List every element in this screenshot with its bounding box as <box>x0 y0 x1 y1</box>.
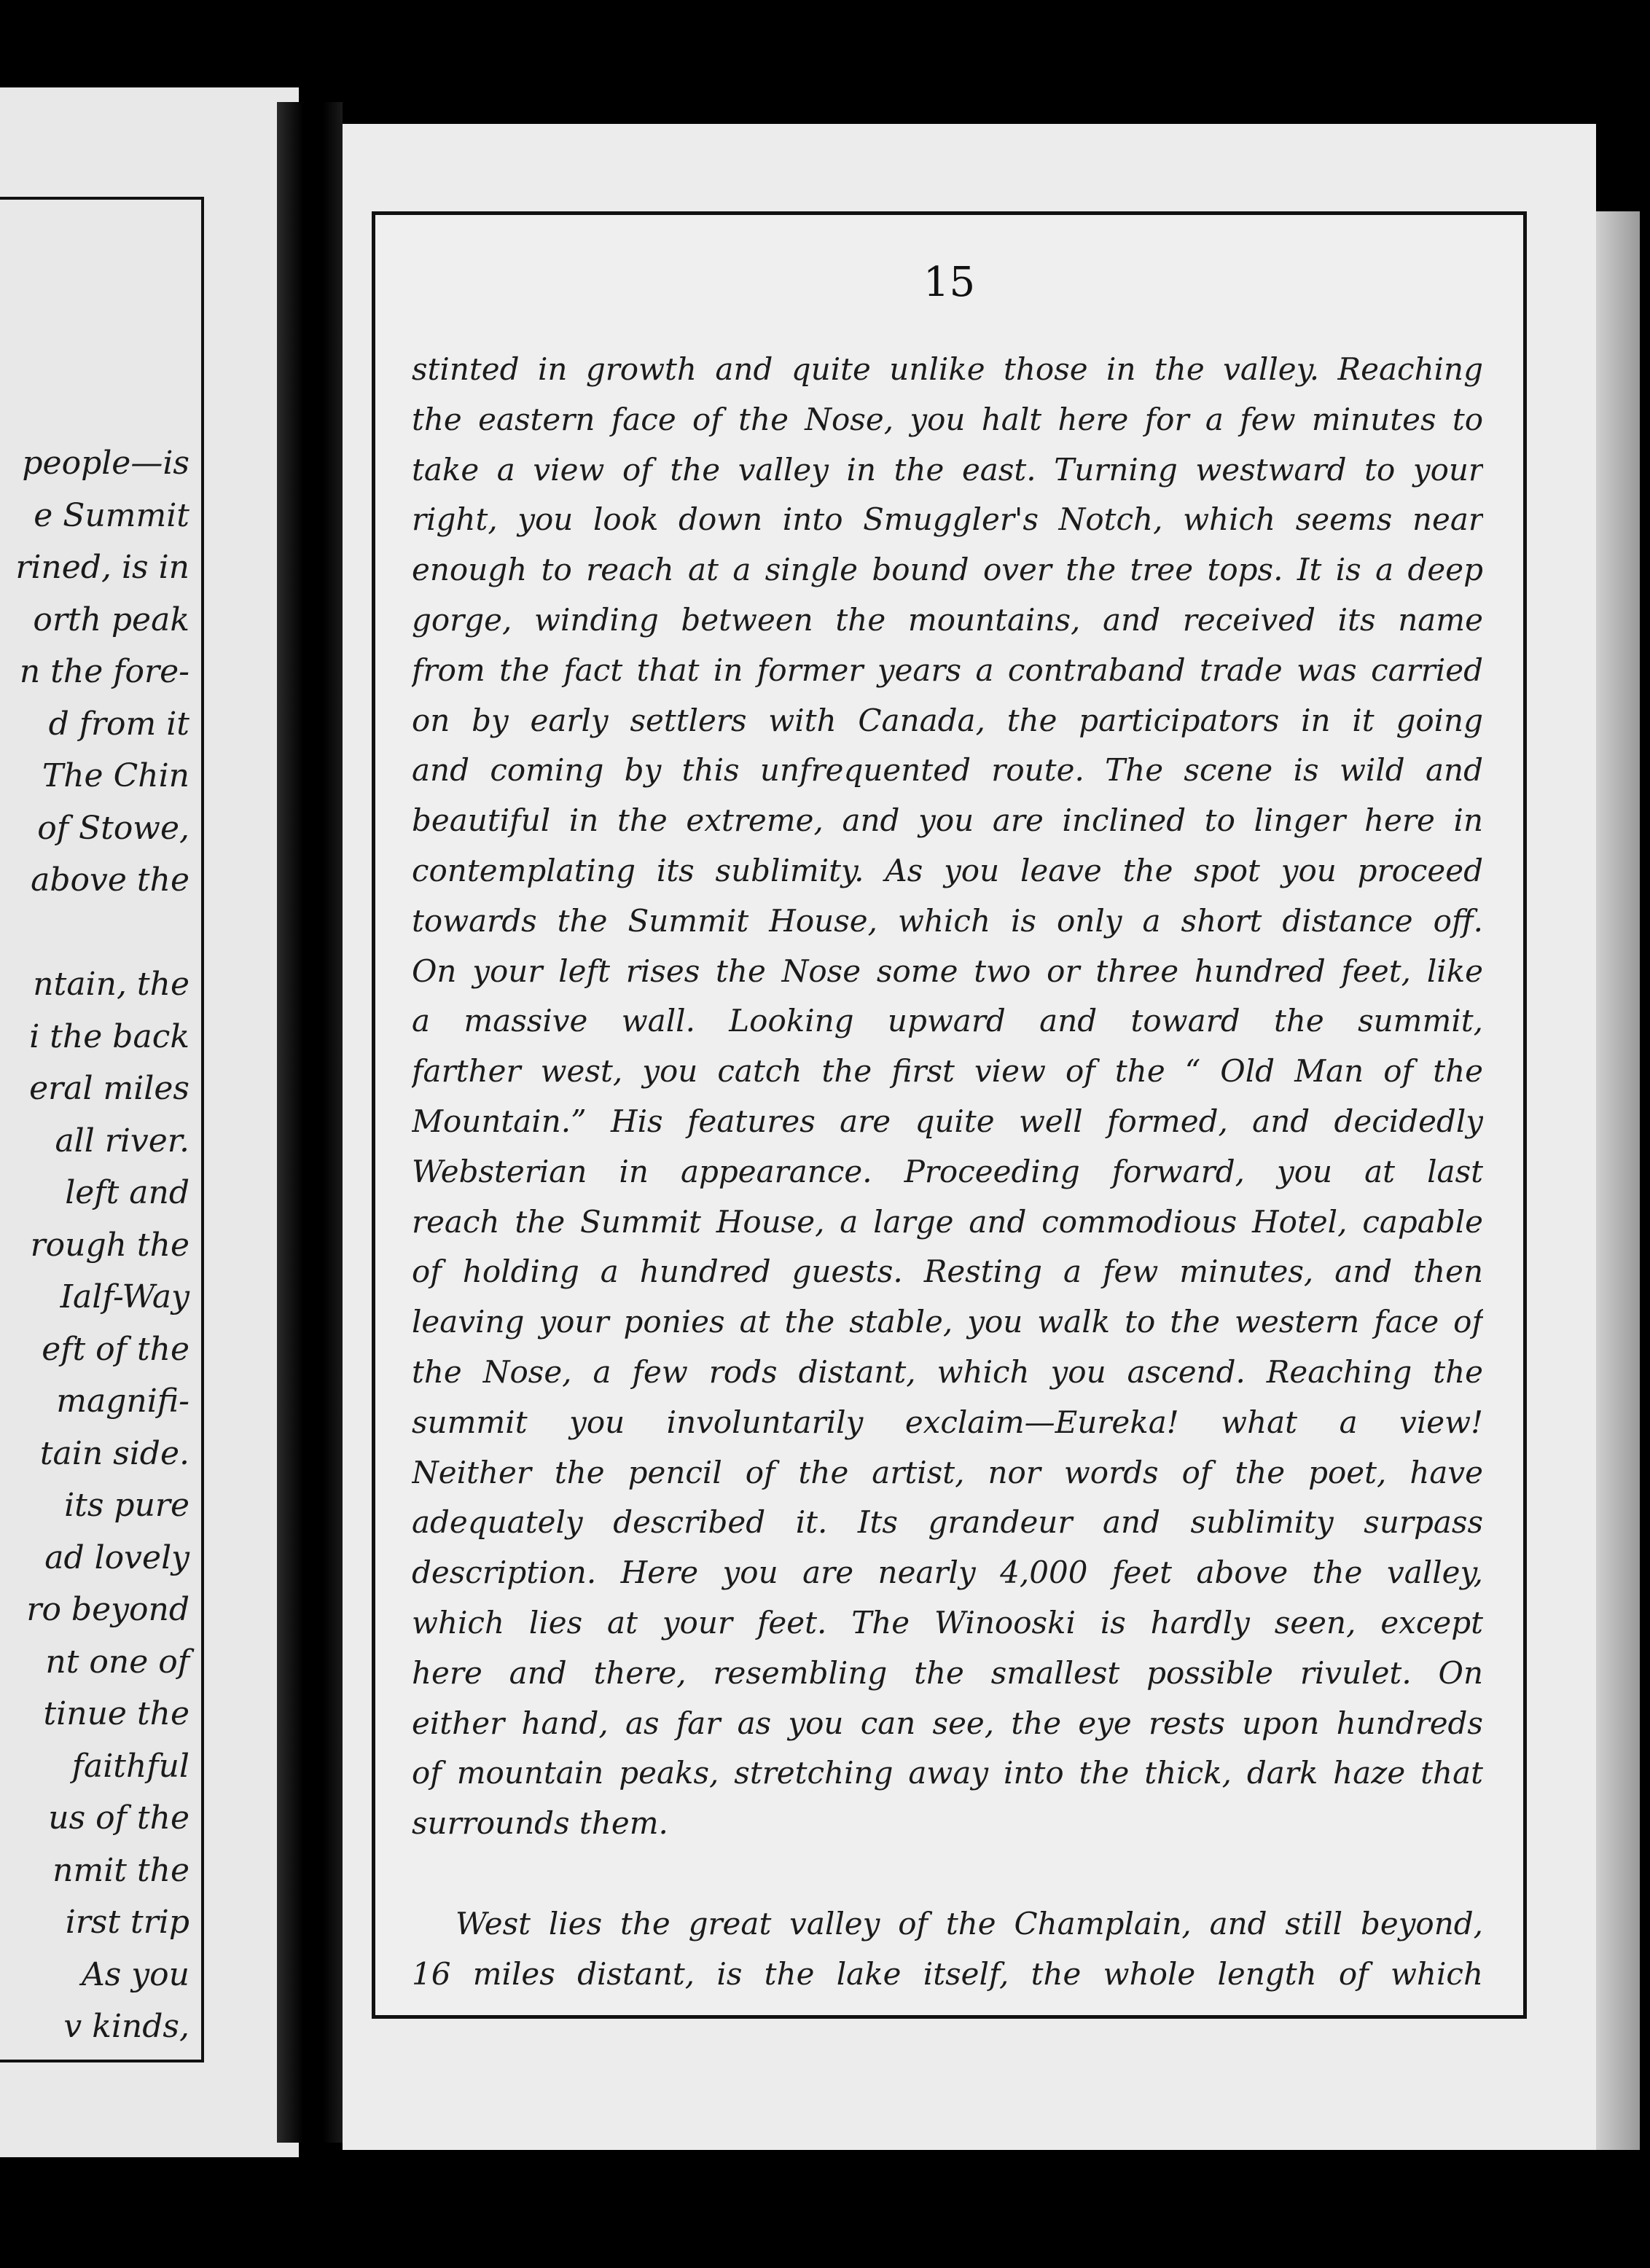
text-line: either hand, as far as you can see, the eye rests upon hundreds <box>412 1705 1483 1741</box>
page-edge-shadow <box>1596 211 1640 2150</box>
text-line: Neither the pencil of the artist, nor words of the poet, have <box>412 1454 1483 1490</box>
right-page <box>343 124 1596 2150</box>
left-page-line: As you <box>81 1955 189 1993</box>
left-page-line: ad lovely <box>44 1538 189 1576</box>
text-line: leaving your ponies at the stable, you walk to the western face of <box>412 1304 1483 1340</box>
book-gutter <box>277 102 343 2143</box>
text-line: summit you involuntarily exclaim—Eureka! what a view! <box>412 1404 1483 1440</box>
text-line: which lies at your feet. The Winooski is hardly seen, except <box>412 1604 1483 1641</box>
left-page-line <box>15 907 189 959</box>
left-page-line: people—is <box>22 445 189 482</box>
left-page-line: faithful <box>71 1747 189 1785</box>
left-page-text <box>15 437 189 2053</box>
left-page-line: nt one of <box>45 1643 189 1681</box>
text-line: of mountain peaks, stretching away into the thick, dark haze that <box>412 1755 1483 1791</box>
left-page-line: ro beyond <box>26 1591 189 1628</box>
left-page-line: magnifi- <box>56 1383 189 1420</box>
left-facing-page <box>0 87 299 2157</box>
left-page-line: i the back <box>29 1017 189 1055</box>
text-line: West lies the great valley of the Champlain, and still beyond, <box>455 1905 1483 1942</box>
text-line: 16 miles distant, is the lake itself, the whole length of which <box>412 1955 1483 1992</box>
left-page-line: above the <box>31 861 189 899</box>
text-line: stinted in growth and quite unlike those in the valley. Reaching <box>412 351 1483 387</box>
left-page-line: The Chin <box>42 757 189 794</box>
text-line: farther west, you catch the first view of the “ Old Man of the <box>412 1053 1483 1090</box>
text-line: Websterian in appearance. Proceeding forward, you at last <box>412 1153 1483 1189</box>
text-line: of holding a hundred guests. Resting a few minutes, and then <box>412 1254 1483 1290</box>
text-line: beautiful in the extreme, and you are inclined to linger here in <box>412 802 1483 839</box>
page-number: 15 <box>923 259 976 306</box>
left-page-line: e Summit <box>34 496 189 534</box>
text-line: contemplating its sublimity. As you leave the spot you proceed <box>412 852 1483 888</box>
text-line: gorge, winding between the mountains, and received its name <box>412 601 1483 638</box>
text-line: enough to reach at a single bound over the tree tops. It is a deep <box>412 552 1483 588</box>
left-page-line: irst trip <box>65 1904 189 1941</box>
text-line: here and there, resembling the smallest possible rivulet. On <box>412 1654 1483 1691</box>
left-page-line: us of the <box>48 1799 189 1837</box>
left-page-line: d from it <box>48 705 189 743</box>
body-text <box>412 345 1483 1999</box>
text-line: right, you look down into Smuggler's Notch, which seems near <box>412 501 1483 538</box>
left-page-line: tain side. <box>39 1434 189 1472</box>
text-line: On your left rises the Nose some two or three hundred feet, like <box>412 953 1483 989</box>
text-line: towards the Summit House, which is only a short distance off. <box>412 902 1483 939</box>
text-line: take a view of the valley in the east. Turning westward to your <box>412 451 1483 488</box>
left-page-line: all river. <box>55 1122 189 1160</box>
left-page-line: its pure <box>64 1487 189 1524</box>
left-page-line: rined, is in <box>15 549 189 586</box>
text-line: Mountain.” His features are quite well formed, and decidedly <box>412 1103 1483 1139</box>
left-page-line: nmit the <box>52 1851 189 1889</box>
text-line: the Nose, a few rods distant, which you ascend. Reaching the <box>412 1353 1483 1390</box>
text-line: description. Here you are nearly 4,000 feet above the valley, <box>412 1555 1483 1591</box>
left-page-line: left and <box>65 1174 189 1211</box>
text-line: from the fact that in former years a contraband trade was carried <box>412 652 1483 688</box>
left-page-line: Ialf-Way <box>60 1278 189 1315</box>
text-line: the eastern face of the Nose, you halt here for a few minutes to <box>412 401 1483 437</box>
text-line: adequately described it. Its grandeur and sublimity surpass <box>412 1504 1483 1541</box>
text-line: a massive wall. Looking upward and toward the summit, <box>412 1003 1483 1039</box>
page-frame <box>372 211 1527 2019</box>
left-page-line: tinue the <box>43 1695 189 1732</box>
text-line: surrounds them. <box>412 1805 668 1842</box>
text-line: and coming by this unfrequented route. The scene is wild and <box>412 752 1483 789</box>
left-page-line: rough the <box>30 1226 189 1264</box>
left-page-line: of Stowe, <box>37 809 189 847</box>
text-line: on by early settlers with Canada, the participators in it going <box>412 702 1483 738</box>
paragraph-gap <box>412 1849 1483 1899</box>
left-page-line: v kinds, <box>63 2008 189 2045</box>
text-line: reach the Summit House, a large and commodious Hotel, capable <box>412 1203 1483 1240</box>
left-page-line: orth peak <box>33 601 189 638</box>
left-page-line: n the fore- <box>19 653 189 690</box>
left-page-line: eral miles <box>29 1070 189 1107</box>
left-page-line: ntain, the <box>33 966 189 1003</box>
left-page-line: eft of the <box>42 1330 189 1368</box>
